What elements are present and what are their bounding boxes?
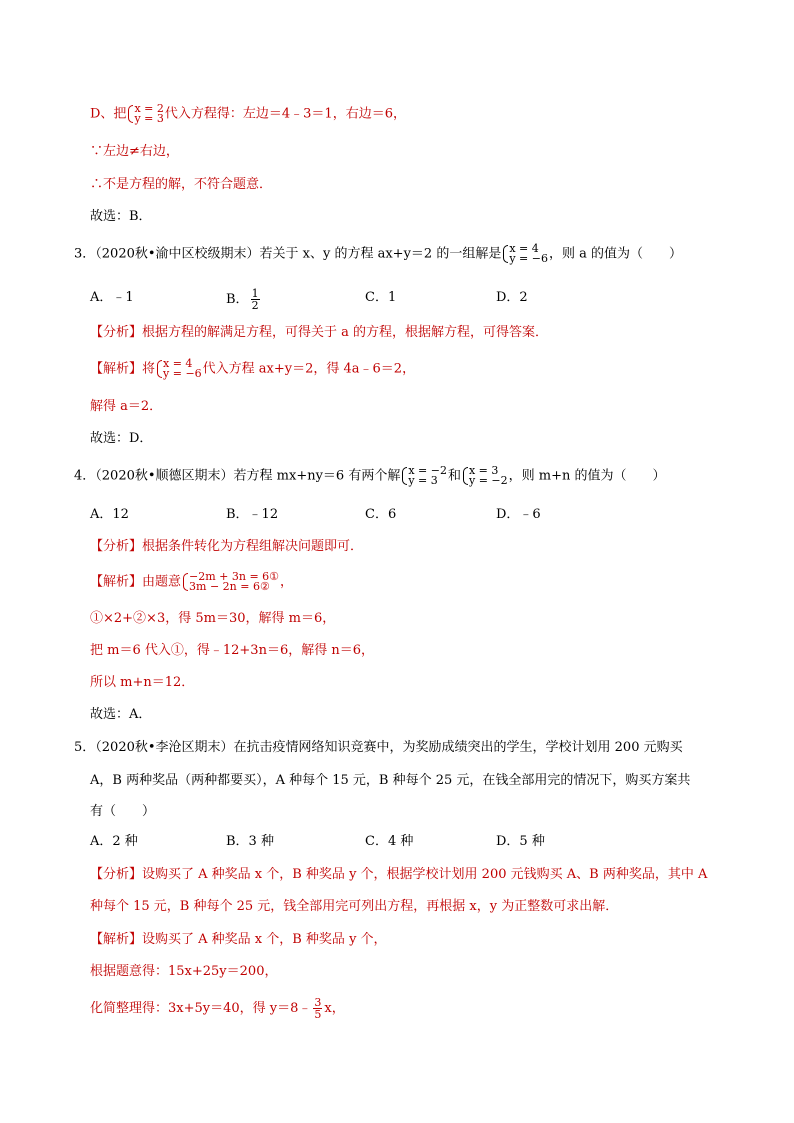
fraction: $\frac{3}{5}$ <box>314 996 322 1021</box>
equation-system: x = −2 y = 3 <box>401 466 447 486</box>
step-line: 把 m＝6 代入①，得﹣12+3n＝6，解得 n＝6， <box>90 643 374 658</box>
analysis-line: 【分析】设购买了 A 种奖品 x 个，B 种奖品 y 个，根据学校计划用 200 元钱购买 A、B 两种奖品，其中 A <box>90 867 708 882</box>
option-d: D．2 <box>496 290 528 305</box>
step-line: 解得 a＝2． <box>90 399 163 414</box>
option-c: C．1 <box>365 290 397 305</box>
step-line: 根据题意得：15x+25y＝200， <box>90 964 278 979</box>
d-option-line: D、把 x = 2 y = 3 代入方程得：左边＝4﹣3＝1，右边＝6， <box>90 102 406 125</box>
step-line: 所以 m+n＝12． <box>90 675 195 690</box>
analysis-line: 【分析】根据方程的解满足方程，可得关于 a 的方程，根据解方程，可得答案． <box>90 325 549 340</box>
question-4-stem: 4．（2020秋•顺德区期末）若方程 mx+ny＝6 有两个解 x = −2 y = 3 和 x = 3 y = −2 ，则 m+n 的值为（ ） <box>74 464 666 487</box>
option-c: C．6 <box>365 507 397 522</box>
equation-system: x = 2 y = 3 <box>127 104 163 124</box>
option-b: B．﹣12 <box>226 507 279 522</box>
analysis-line: 种每个 15 元，B 种每个 25 元，钱全部用完可列出方程，再根据 x，y 为正整数可求出解． <box>90 899 619 914</box>
question-5-stem: 有（ ） <box>90 804 156 819</box>
analysis-line: 【分析】根据条件转化为方程组解决问题即可． <box>90 539 364 554</box>
equation-system: x = 3 y = −2 <box>462 466 508 486</box>
solution-line: 【解析】设购买了 A 种奖品 x 个，B 种奖品 y 个， <box>90 932 387 947</box>
fraction: $\frac{1}{2}$ <box>251 287 259 312</box>
solution-line: 【解析】由题意 −2m + 3n = 6① 3m − 2n = 6② ， <box>90 570 294 593</box>
option-c: C．4 种 <box>365 834 414 849</box>
equation-system: x = 4 y = −6 <box>156 359 202 379</box>
step-line: ①×2+②×3，得 5m＝30，解得 m＝6， <box>90 611 336 626</box>
question-3-stem: 3．（2020秋•渝中区校级期末）若关于 x、y 的方程 ax+y＝2 的一组解是 x = 4 y = −6 ，则 a 的值为（ ） <box>74 242 682 265</box>
answer-line: 故选：A． <box>90 707 152 722</box>
question-5-stem: A，B 两种奖品（两种都要买），A 种每个 15 元，B 种每个 25 元，在钱全部用完的情况下，购买方案共 <box>90 773 691 788</box>
answer-line: 故选：D． <box>90 431 153 446</box>
answer-line: 故选：B． <box>90 209 152 224</box>
step-line: 化简整理得：3x+5y＝40，得 y＝8﹣ $\frac{3}{5}$ x， <box>90 996 345 1021</box>
solution-line: 【解析】将 x = 4 y = −6 代入方程 ax+y＝2，得 4a﹣6＝2， <box>90 357 416 380</box>
option-b: B．3 种 <box>226 834 274 849</box>
option-d: D．5 种 <box>496 834 545 849</box>
option-a: A．2 种 <box>90 834 138 849</box>
therefore-line: ∴不是方程的解，不符合题意． <box>90 177 273 192</box>
option-b: B． $\frac{1}{2}$ <box>226 287 259 312</box>
option-a: A．﹣1 <box>90 290 134 305</box>
option-a: A．12 <box>90 507 129 522</box>
equation-system: −2m + 3n = 6① 3m − 2n = 6② <box>182 572 279 592</box>
question-3-options <box>90 288 734 312</box>
equation-system: x = 4 y = −6 <box>502 244 548 264</box>
question-5-stem: 5．（2020秋•李沧区期末）在抗击疫情网络知识竞赛中，为奖励成绩突出的学生，学校计划用 200 元购买 <box>74 740 683 755</box>
option-d: D．﹣6 <box>496 507 541 522</box>
because-line: ∵左边≠右边， <box>90 144 179 159</box>
